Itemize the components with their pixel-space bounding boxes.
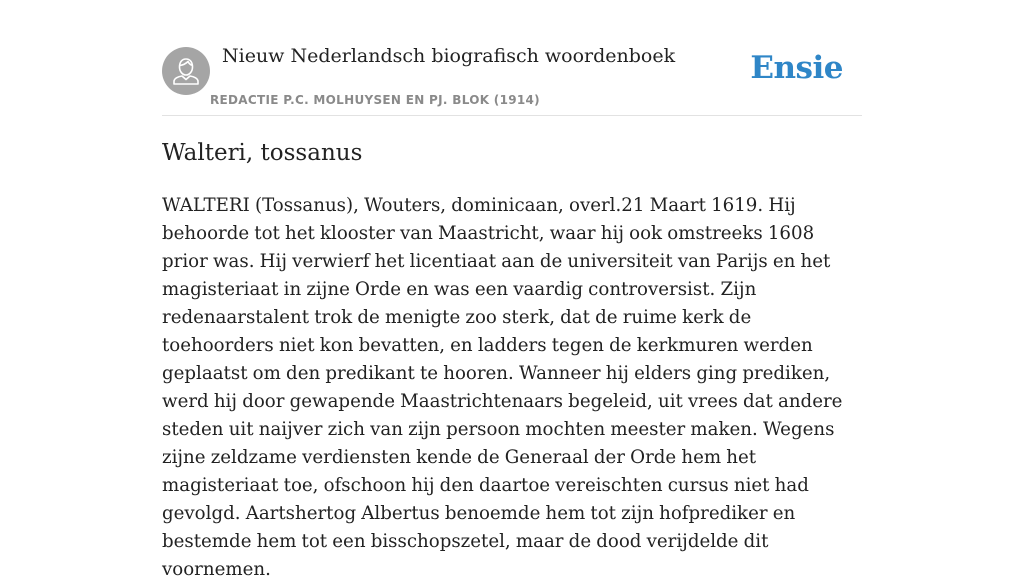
book-title[interactable]: Nieuw Nederlandsch biografisch woordenboek [222, 45, 676, 67]
article-title: Walteri, tossanus [162, 140, 363, 166]
book-header [162, 0, 862, 116]
book-editors: REDACTIE P.C. MOLHUYSEN EN PJ. BLOK (1914) [210, 93, 540, 107]
author-avatar-icon [162, 47, 210, 95]
article-body: WALTERI (Tossanus), Wouters, dominicaan, overl.21 Maart 1619. Hij behoorde tot het klooster van Maastricht, waar hij ook omstreeks 1608 prior was. Hij verwierf het licentiaat aan de universiteit van Parijs en het magisteriaat in zijne Orde en was een vaardig controversist. Zijn redenaarstalent trok de menigte zoo sterk, dat de ruime kerk de toehoorders niet kon bevatten, en ladders tegen de kerkmuren werden geplaatst om den predikant te hooren. Wanneer hij elders ging prediken, werd hij door gewapende Maastrichtenaars begeleid, uit vrees dat andere steden uit naijver zich van zijn persoon mochten meester maken. Wegens zijne zeldzame verdiensten kende de Generaal der Orde hem het magisteriaat toe, ofschoon hij den daartoe vereischten cursus niet had gevolgd. Aartshertog Albertus benoemde hem tot zijn hofprediker en bestemde hem tot een bisschopszetel, maar de dood verijdelde dit voornemen. [162, 195, 843, 580]
ensie-logo[interactable]: Ensie [750, 50, 843, 86]
